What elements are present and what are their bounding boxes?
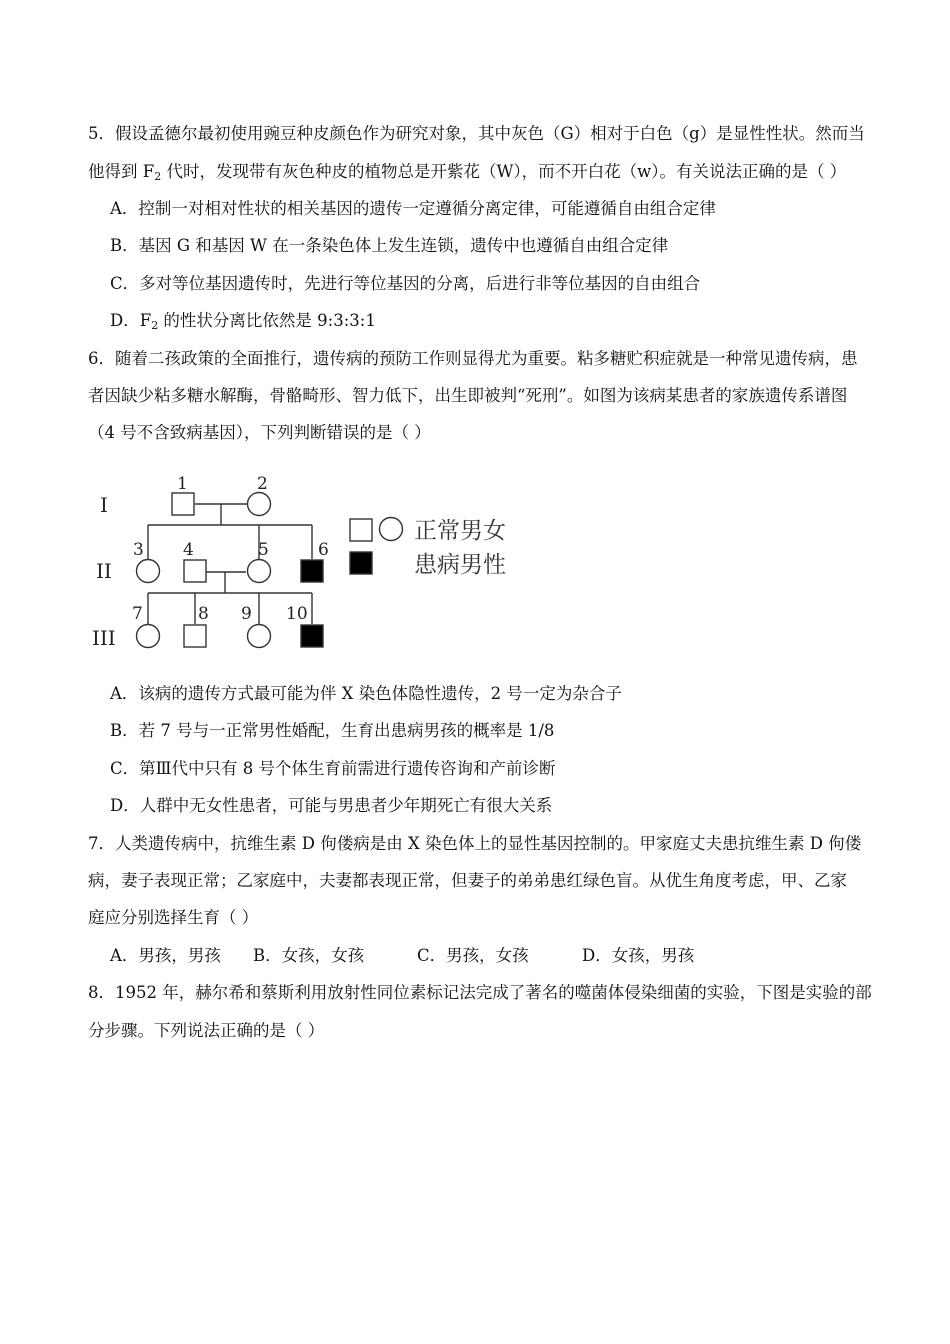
q5-stem-line2-sub: 2 (154, 170, 162, 183)
q7-stem-line1: 7．人类遗传病中，抗维生素 D 佝偻病是由 X 染色体上的显性基因控制的。甲家庭丈夫患抗维生素 D 佝偻 (88, 834, 862, 853)
legend-normal-text: 正常男女 (414, 518, 506, 544)
q6-stem-line2: 者因缺少粘多糖水解酶，骨骼畸形、智力低下，出生即被判“死刑”。如图为该病某患者的家族遗传系谱图 (88, 386, 848, 405)
q7-option-a: A．男孩，男孩 (110, 946, 221, 965)
q7-option-c: C．男孩，女孩 (417, 946, 529, 965)
generation-label-2: II (96, 559, 112, 583)
legend-normal-female-symbol (380, 518, 403, 541)
label-1: 1 (177, 474, 188, 494)
legend-affected-male-symbol (350, 552, 372, 574)
label-5: 5 (258, 540, 269, 560)
q5-option-d-sub: 2 (151, 319, 159, 332)
label-7: 7 (132, 604, 143, 624)
label-10: 10 (286, 604, 308, 624)
q7-stem-line3: 庭应分别选择生育（ ） (88, 908, 259, 927)
individual-8-normal-male (184, 625, 206, 647)
q8-stem-line1: 8．1952 年，赫尔希和蔡斯利用放射性同位素标记法完成了著名的噬菌体侵染细菌的实验，下图是实验的部 (88, 983, 872, 1002)
individual-1-normal-male (172, 493, 194, 515)
label-6: 6 (318, 540, 329, 560)
individual-5-normal-female (248, 560, 271, 583)
generation-label-3: III (92, 626, 116, 650)
q6-stem-line3: （4 号不含致病基因），下列判断错误的是（ ） (88, 423, 431, 442)
q7-options (110, 946, 694, 966)
q6-option-a: A．该病的遗传方式最可能为伴 X 染色体隐性遗传，2 号一定为杂合子 (110, 684, 622, 703)
label-2: 2 (257, 474, 268, 494)
q8-stem-line2: 分步骤。下列说法正确的是（ ） (88, 1021, 325, 1040)
generation-label-1: I (100, 493, 108, 517)
q6-stem-line1: 6．随着二孩政策的全面推行，遗传病的预防工作则显得尤为重要。粘多糖贮积症就是一种常见遗传病，患 (88, 349, 858, 368)
individual-6-affected-male (301, 560, 323, 582)
q7-option-d: D．女孩，男孩 (582, 946, 695, 965)
legend-normal-male-symbol (350, 519, 372, 541)
individual-3-normal-female (137, 560, 160, 583)
legend-affected-text: 患病男性 (414, 552, 506, 578)
q5-stem-line1: 5．假设孟德尔最初使用豌豆种皮颜色作为研究对象，其中灰色（G）相对于白色（g）是显性性状。然而当 (88, 124, 865, 143)
pedigree-diagram (88, 462, 538, 662)
q6-option-c: C．第Ⅲ代中只有 8 号个体生育前需进行遗传咨询和产前诊断 (110, 759, 556, 778)
individual-2-normal-female (248, 493, 271, 516)
q5-option-c: C．多对等位基因遗传时，先进行等位基因的分离，后进行非等位基因的自由组合 (110, 274, 701, 293)
q5-stem-line2-post: 代时，发现带有灰色种皮的植物总是开紫花（W），而不开白花（w）。有关说法正确的是（ ） (161, 162, 847, 181)
label-8: 8 (198, 604, 209, 624)
q5-stem-line2-pre: 他得到 F (88, 162, 155, 181)
q5-stem-line2 (88, 162, 846, 187)
q5-option-d (110, 311, 376, 336)
q7-option-b: B．女孩，女孩 (253, 946, 365, 965)
label-9: 9 (241, 604, 252, 624)
q5-option-a: A．控制一对相对性状的相关基因的遗传一定遵循分离定律，可能遵循自由组合定律 (110, 199, 716, 218)
individual-7-normal-female (137, 625, 160, 648)
label-4: 4 (183, 540, 194, 560)
q5-option-b: B．基因 G 和基因 W 在一条染色体上发生连锁，遗传中也遵循自由组合定律 (110, 236, 669, 255)
label-3: 3 (133, 540, 144, 560)
individual-9-normal-female (248, 625, 271, 648)
q5-option-d-post: 的性状分离比依然是 9:3:3:1 (158, 311, 376, 330)
individual-10-affected-male (301, 625, 323, 647)
q7-stem-line2: 病，妻子表现正常；乙家庭中，夫妻都表现正常，但妻子的弟弟患红绿色盲。从优生角度考虑，甲、乙家 (88, 871, 847, 890)
individual-4-normal-male (184, 560, 206, 582)
q6-option-d: D．人群中无女性患者，可能与男患者少年期死亡有很大关系 (110, 796, 553, 815)
q6-option-b: B．若 7 号与一正常男性婚配，生育出患病男孩的概率是 1/8 (110, 721, 555, 740)
q5-option-d-pre: D．F (110, 311, 152, 330)
